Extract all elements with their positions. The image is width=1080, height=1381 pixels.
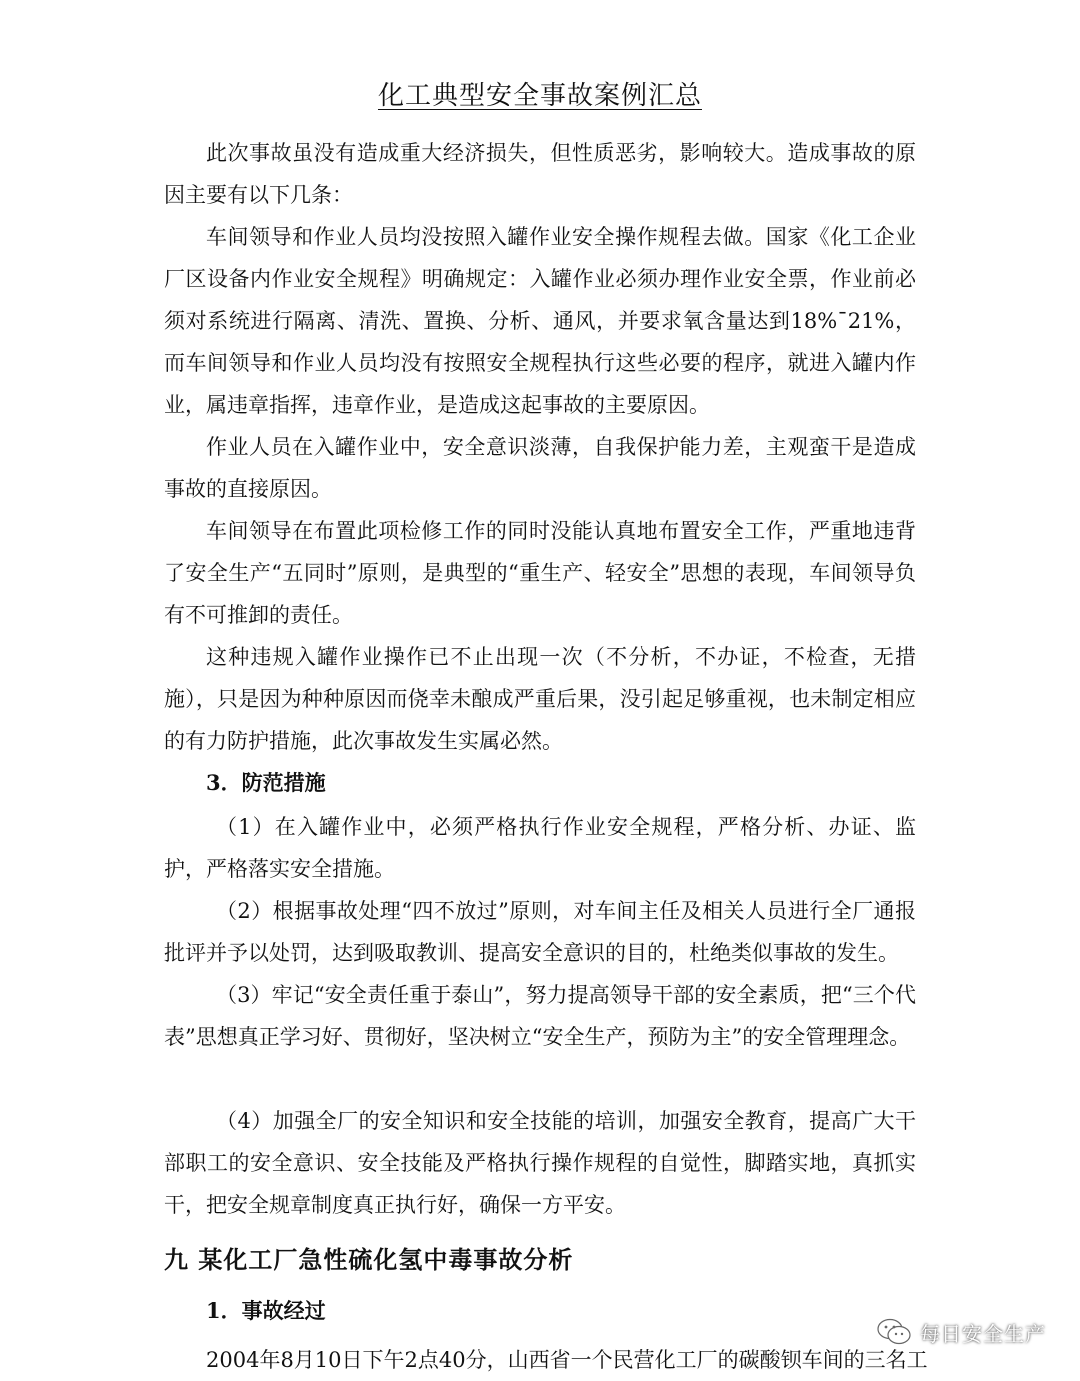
incident-subheading: 1．事故经过 <box>206 1298 326 1323</box>
prevention-heading: 3．防范措施 <box>206 770 326 795</box>
paragraph-main-cause: 车间领导和作业人员均没按照入罐作业安全操作规程去做。国家《化工企业厂区设备内作业安全规程》明确规定：入罐作业必须办理作业安全票，作业前必须对系统进行隔离、清洗、置换、分析、通风，并要求氧含量达到18%¯21%，而车间领导和作业人员均没有按照安全规程执行这些必要的程序，就进入罐内作业，属违章指挥，违章作业，是造成这起事故的主要原因。 <box>164 225 916 417</box>
watermark <box>876 1312 1046 1352</box>
paragraph-repeated-violations: 这种违规入罐作业操作已不止出现一次（不分析，不办证，不检查，无措施），只是因为种种原因而侥幸未酿成严重后果，没引起足够重视，也未制定相应的有力防护措施，此次事故发生实属必然。 <box>164 645 916 753</box>
paragraph-leadership-responsibility: 车间领导在布置此项检修工作的同时没能认真地布置安全工作，严重地违背了安全生产“五同时”原则，是典型的“重生产、轻安全”思想的表现，车间领导负有不可推卸的责任。 <box>164 519 916 627</box>
measure-1: （1）在入罐作业中，必须严格执行作业安全规程，严格分析、办证、监护，严格落实安全措施。 <box>164 815 916 881</box>
measure-2: （2）根据事故处理“四不放过”原则，对车间主任及相关人员进行全厂通报批评并予以处罚，达到吸取教训、提高安全意识的目的，杜绝类似事故的发生。 <box>164 899 916 965</box>
watermark-text: 每日安全生产 <box>920 1321 1046 1346</box>
wechat-icon <box>876 1317 912 1347</box>
measure-3: （3）牢记“安全责任重于泰山”，努力提高领导干部的安全素质，把“三个代表”思想真正学习好、贯彻好，坚决树立“安全生产，预防为主”的安全管理理念。 <box>164 983 916 1049</box>
document-title <box>0 76 1080 116</box>
document-title-text: 化工典型安全事故案例汇总 <box>377 81 702 111</box>
paragraph-direct-cause: 作业人员在入罐作业中，安全意识淡薄，自我保护能力差，主观蛮干是造成事故的直接原因。 <box>164 435 916 501</box>
incident-first-line: 2004年8月10日下午2点40分，山西省一个民营化工厂的碳酸钡车间的三名工 <box>206 1348 928 1372</box>
paragraph-loss-summary: 此次事故虽没有造成重大经济损失，但性质恶劣，影响较大。造成事故的原因主要有以下几条： <box>164 141 916 207</box>
measure-4: （4）加强全厂的安全知识和安全技能的培训，加强安全教育，提高广大干部职工的安全意识、安全技能及严格执行操作规程的自觉性，脚踏实地，真抓实干，把安全规章制度真正执行好，确保一方平安。 <box>164 1109 916 1217</box>
section-heading: 九 某化工厂急性硫化氢中毒事故分析 <box>164 1246 574 1274</box>
